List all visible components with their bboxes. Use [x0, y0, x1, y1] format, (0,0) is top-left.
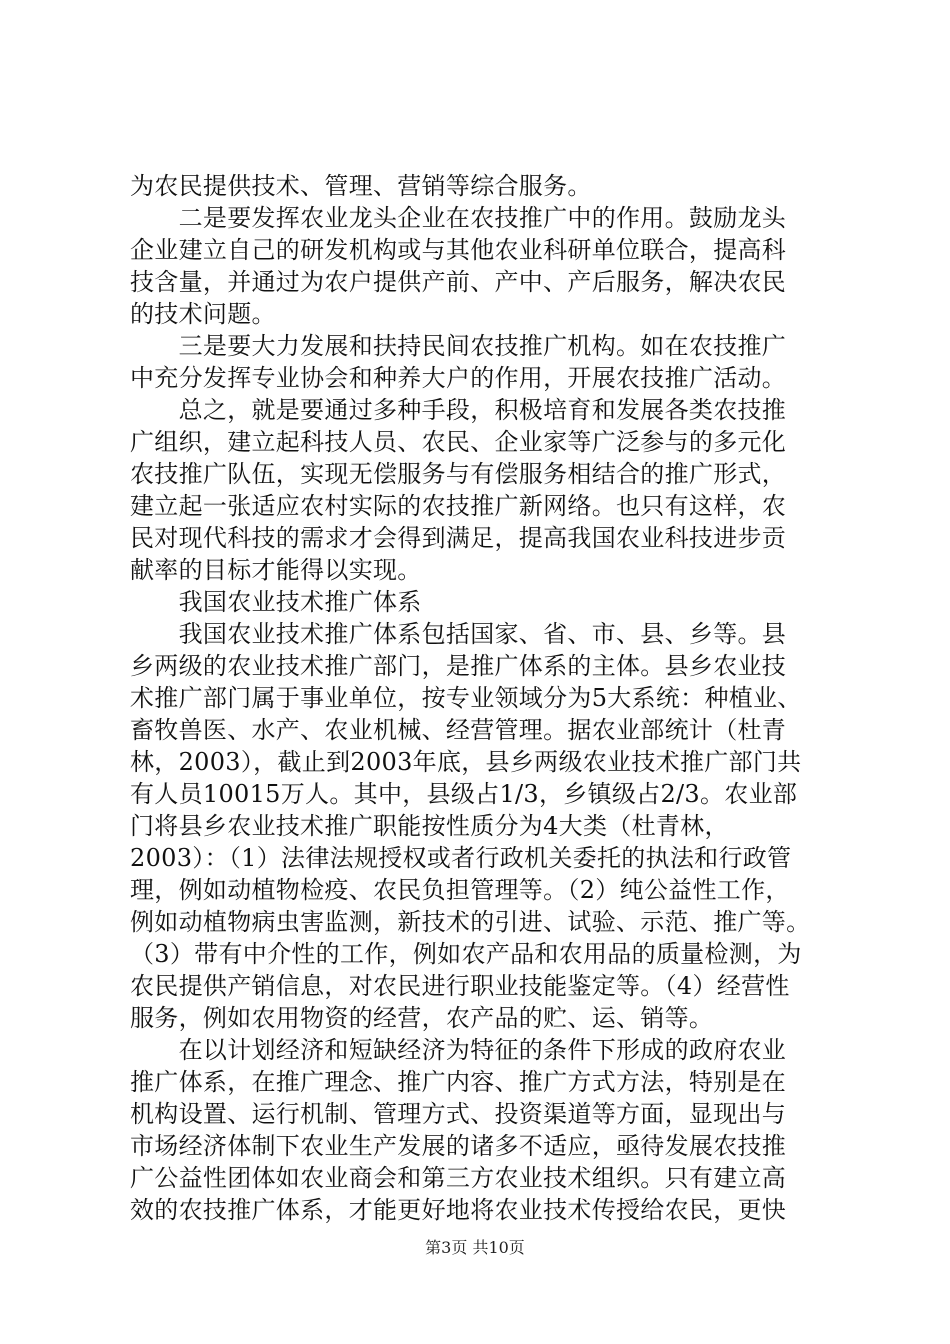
page-number-footer: 第3页 共10页 [425, 1238, 525, 1257]
text-line: 市场经济体制下农业生产发展的诸多不适应，亟待发展农技推 [130, 1132, 787, 1160]
text-line: （3）带有中介性的工作，例如农产品和农用品的质量检测，为 [130, 940, 802, 968]
text-line: 广公益性团体如农业商会和第三方农业技术组织。只有建立高 [130, 1164, 787, 1192]
section-heading: 我国农业技术推广体系 [130, 588, 422, 616]
text-line: 民对现代科技的需求才会得到满足，提高我国农业科技进步贡 [130, 524, 787, 552]
text-line: 服务，例如农用物资的经营，农产品的贮、运、销等。 [130, 1004, 714, 1032]
document-body [130, 170, 830, 1226]
text-line: 2003）：（1）法律法规授权或者行政机关委托的执法和行政管 [130, 844, 792, 872]
text-line: 为农民提供技术、管理、营销等综合服务。 [130, 172, 592, 200]
text-line: 技含量，并通过为农户提供产前、产中、产后服务，解决农民 [130, 268, 787, 296]
text-line: 在以计划经济和短缺经济为特征的条件下形成的政府农业 [130, 1036, 787, 1064]
text-line: 乡两级的农业技术推广部门，是推广体系的主体。县乡农业技 [130, 652, 787, 680]
text-line: 广组织，建立起科技人员、农民、企业家等广泛参与的多元化 [130, 428, 787, 456]
text-line: 畜牧兽医、水产、农业机械、经营管理。据农业部统计（杜青 [130, 716, 787, 744]
text-line: 献率的目标才能得以实现。 [130, 556, 422, 584]
text-line: 有人员10015万人。其中，县级占1/3，乡镇级占2/3。农业部 [130, 780, 798, 808]
text-line: 术推广部门属于事业单位，按专业领域分为5大系统：种植业、 [130, 684, 802, 712]
text-line: 总之，就是要通过多种手段，积极培育和发展各类农技推 [130, 396, 787, 424]
text-line: 林，2003），截止到2003年底，县乡两级农业技术推广部门共 [130, 748, 802, 776]
text-line: 理，例如动植物检疫、农民负担管理等。（2）纯公益性工作， [130, 876, 790, 904]
text-line: 二是要发挥农业龙头企业在农技推广中的作用。鼓励龙头 [130, 204, 787, 232]
text-line: 中充分发挥专业协会和种养大户的作用，开展农技推广活动。 [130, 364, 787, 392]
text-line: 推广体系，在推广理念、推广内容、推广方式方法，特别是在 [130, 1068, 787, 1096]
text-line: 例如动植物病虫害监测，新技术的引进、试验、示范、推广等。 [130, 908, 811, 936]
text-line: 门将县乡农业技术推广职能按性质分为4大类（杜青林， [130, 812, 729, 840]
text-line: 农技推广队伍，实现无偿服务与有偿服务相结合的推广形式， [130, 460, 787, 488]
text-line: 效的农技推广体系，才能更好地将农业技术传授给农民，更快 [130, 1196, 787, 1224]
text-line: 农民提供产销信息，对农民进行职业技能鉴定等。（4）经营性 [130, 972, 790, 1000]
text-line: 企业建立自己的研发机构或与其他农业科研单位联合，提高科 [130, 236, 787, 264]
text-line: 我国农业技术推广体系包括国家、省、市、县、乡等。县 [130, 620, 787, 648]
text-line: 机构设置、运行机制、管理方式、投资渠道等方面，显现出与 [130, 1100, 787, 1128]
text-line: 的技术问题。 [130, 300, 276, 328]
text-line: 三是要大力发展和扶持民间农技推广机构。如在农技推广 [130, 332, 787, 360]
text-line: 建立起一张适应农村实际的农技推广新网络。也只有这样，农 [130, 492, 787, 520]
